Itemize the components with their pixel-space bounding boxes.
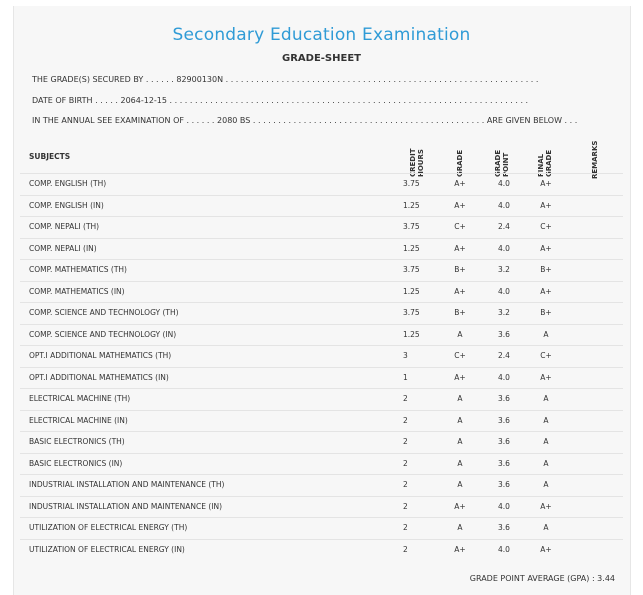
credit-hours-cell: 2: [403, 501, 408, 511]
final-grade-cell: C+: [540, 351, 552, 360]
table-row: [20, 431, 623, 452]
subject-cell: UTILIZATION OF ELECTRICAL ENERGY (TH): [29, 523, 188, 532]
grade-cell: C+: [454, 351, 466, 360]
subject-cell: COMP. MATHEMATICS (IN): [29, 286, 125, 296]
grade-point-cell: 4.0: [498, 179, 510, 188]
page-title: Secondary Education Examination: [172, 25, 471, 45]
subject-cell: ELECTRICAL MACHINE (IN): [29, 415, 128, 425]
grade-cell: A: [457, 480, 463, 489]
grade-point-cell: 4.0: [498, 286, 510, 296]
grade-point-cell: 4.0: [498, 243, 510, 253]
grade-point-cell: 2.4: [498, 351, 510, 360]
grade-cell: A: [457, 329, 463, 339]
header-grade: GRADE: [456, 149, 464, 177]
credit-hours-cell: 3.75: [403, 308, 420, 317]
credit-hours-cell: 2: [403, 437, 408, 446]
final-grade-cell: A+: [540, 286, 552, 296]
grade-point-cell: 4.0: [498, 501, 510, 511]
table-row: [20, 474, 623, 495]
info-exam: IN THE ANNUAL SEE EXAMINATION OF . . . . . . 2080 BS . . . . . . . . . . . . . . . . . . . . . . . . . . . . . . . . . . . . . . . . . . . . . . ARE GIVEN BELOW . . .: [32, 116, 578, 125]
gpa-summary: GRADE POINT AVERAGE (GPA) : 3.44: [469, 574, 615, 583]
subject-cell: COMP. ENGLISH (IN): [29, 200, 104, 210]
table-row: [20, 281, 623, 302]
final-grade-cell: A+: [540, 243, 552, 253]
final-grade-cell: A+: [540, 179, 552, 188]
table-row: [20, 388, 623, 409]
grade-cell: A+: [454, 544, 466, 554]
subject-cell: COMP. NEPALI (TH): [29, 222, 100, 231]
grade-point-cell: 2.4: [498, 222, 510, 231]
table-row: [20, 345, 623, 366]
grade-cell: A+: [454, 179, 466, 188]
credit-hours-cell: 1: [403, 372, 408, 382]
table-row: [20, 496, 623, 517]
grade-point-cell: 3.6: [498, 415, 510, 425]
grade-cell: A+: [454, 501, 466, 511]
grade-cell: B+: [454, 308, 466, 317]
final-grade-cell: C+: [540, 222, 552, 231]
credit-hours-cell: 3.75: [403, 179, 420, 188]
subject-cell: INDUSTRIAL INSTALLATION AND MAINTENANCE (IN): [29, 501, 223, 511]
final-grade-cell: A+: [540, 372, 552, 382]
final-grade-cell: A: [543, 394, 549, 403]
grade-point-cell: 4.0: [498, 544, 510, 554]
grade-point-cell: 3.6: [498, 458, 510, 468]
credit-hours-cell: 1.25: [403, 286, 420, 296]
subject-cell: ELECTRICAL MACHINE (TH): [29, 394, 131, 403]
grade-cell: A: [457, 415, 463, 425]
header-credit-hours: CREDIT HOURS: [409, 148, 425, 177]
credit-hours-cell: 2: [403, 523, 408, 532]
header-subjects: SUBJECTS: [29, 152, 71, 161]
table-row: [20, 302, 623, 323]
table-row: [20, 410, 623, 431]
table-row: [20, 238, 623, 259]
grade-cell: B+: [454, 265, 466, 274]
credit-hours-cell: 3.75: [403, 265, 420, 274]
table-row: [20, 367, 623, 388]
subject-cell: BASIC ELECTRONICS (TH): [29, 437, 125, 446]
grade-cell: A: [457, 458, 463, 468]
final-grade-cell: A+: [540, 200, 552, 210]
grade-point-cell: 3.6: [498, 437, 510, 446]
grade-cell: A+: [454, 372, 466, 382]
header-remarks: REMARKS: [591, 140, 599, 179]
credit-hours-cell: 3.75: [403, 222, 420, 231]
credit-hours-cell: 2: [403, 480, 408, 489]
grade-point-cell: 3.6: [498, 480, 510, 489]
grade-cell: A+: [454, 243, 466, 253]
credit-hours-cell: 1.25: [403, 200, 420, 210]
final-grade-cell: A+: [540, 501, 552, 511]
subject-cell: COMP. SCIENCE AND TECHNOLOGY (TH): [29, 308, 179, 317]
table-row: [20, 324, 623, 345]
credit-hours-cell: 1.25: [403, 243, 420, 253]
subject-cell: OPT.I ADDITIONAL MATHEMATICS (IN): [29, 372, 169, 382]
subject-cell: COMP. NEPALI (IN): [29, 243, 97, 253]
final-grade-cell: B+: [540, 308, 552, 317]
grade-cell: C+: [454, 222, 466, 231]
header-final-grade: FINAL GRADE: [537, 149, 553, 177]
page-subtitle: GRADE-SHEET: [282, 53, 361, 64]
table-row: [20, 453, 623, 474]
table-row: [20, 259, 623, 280]
final-grade-cell: B+: [540, 265, 552, 274]
subject-cell: COMP. ENGLISH (TH): [29, 179, 107, 188]
grade-point-cell: 3.6: [498, 329, 510, 339]
grade-point-cell: 4.0: [498, 372, 510, 382]
subject-cell: OPT.I ADDITIONAL MATHEMATICS (TH): [29, 351, 172, 360]
credit-hours-cell: 2: [403, 415, 408, 425]
header-grade-point: GRADE POINT: [494, 149, 510, 177]
subject-cell: INDUSTRIAL INSTALLATION AND MAINTENANCE (TH): [29, 480, 225, 489]
subject-cell: COMP. MATHEMATICS (TH): [29, 265, 127, 274]
grade-point-cell: 4.0: [498, 200, 510, 210]
grade-point-cell: 3.6: [498, 523, 510, 532]
subject-cell: COMP. SCIENCE AND TECHNOLOGY (IN): [29, 329, 177, 339]
grade-cell: A: [457, 437, 463, 446]
final-grade-cell: A: [543, 329, 549, 339]
final-grade-cell: A: [543, 480, 549, 489]
grade-cell: A: [457, 523, 463, 532]
info-date-of-birth: DATE OF BIRTH . . . . . 2064-12-15 . . . . . . . . . . . . . . . . . . . . . . . . . . . . . . . . . . . . . . . . . . . . . . . . . . . . . . . . . . . . . . . . . . . . . . .: [32, 96, 529, 105]
final-grade-cell: A: [543, 415, 549, 425]
info-secured-by: THE GRADE(S) SECURED BY . . . . . . 82900130N . . . . . . . . . . . . . . . . . . . . . . . . . . . . . . . . . . . . . . . . . . . . . . . . . . . . . . . . . . . . . .: [32, 75, 539, 84]
credit-hours-cell: 3: [403, 351, 408, 360]
credit-hours-cell: 2: [403, 544, 408, 554]
subject-cell: BASIC ELECTRONICS (IN): [29, 458, 123, 468]
credit-hours-cell: 2: [403, 394, 408, 403]
credit-hours-cell: 1.25: [403, 329, 420, 339]
grade-cell: A+: [454, 200, 466, 210]
grade-cell: A+: [454, 286, 466, 296]
table-row: [20, 216, 623, 237]
credit-hours-cell: 2: [403, 458, 408, 468]
table-row: [20, 517, 623, 538]
grade-point-cell: 3.6: [498, 394, 510, 403]
final-grade-cell: A+: [540, 544, 552, 554]
grade-point-cell: 3.2: [498, 265, 510, 274]
grade-point-cell: 3.2: [498, 308, 510, 317]
final-grade-cell: A: [543, 437, 549, 446]
final-grade-cell: A: [543, 458, 549, 468]
table-row: [20, 173, 623, 194]
grade-cell: A: [457, 394, 463, 403]
table-row: [20, 539, 623, 560]
final-grade-cell: A: [543, 523, 549, 532]
table-row: [20, 195, 623, 216]
subject-cell: UTILIZATION OF ELECTRICAL ENERGY (IN): [29, 544, 185, 554]
